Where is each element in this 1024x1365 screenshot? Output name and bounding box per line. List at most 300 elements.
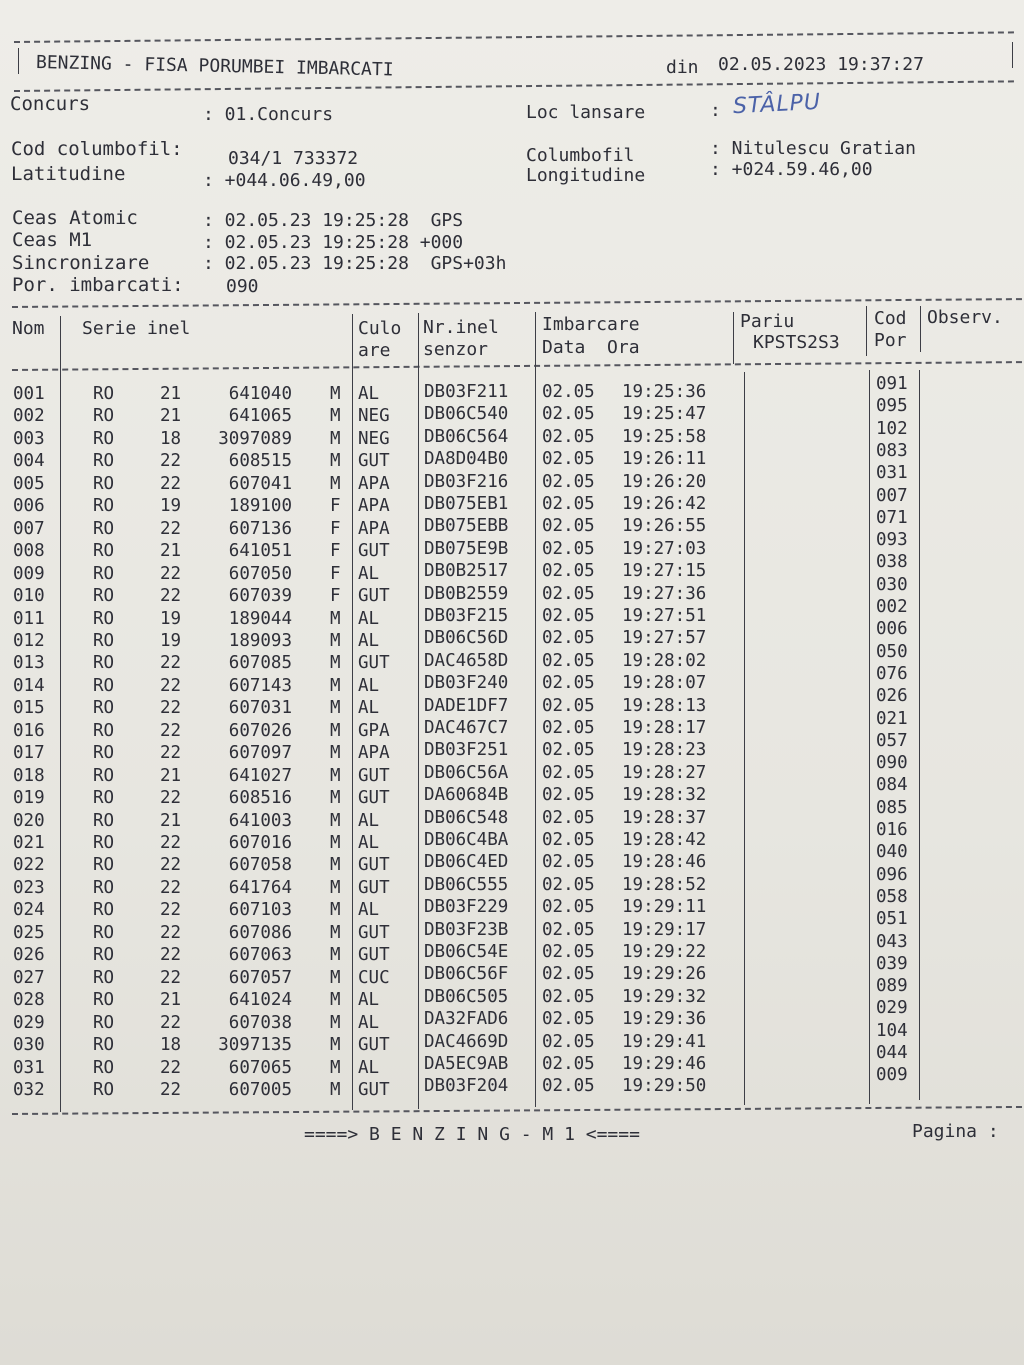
row-ring-number: 607041 (228, 473, 292, 494)
row-ring-number: 607143 (228, 675, 292, 696)
row-cod: 031 (876, 463, 908, 484)
row-sensor: DA5EC9AB (424, 1054, 509, 1074)
row-sensor: DB075EBB (424, 516, 509, 537)
row-sex: M (330, 698, 341, 719)
row-time: 19:29:26 (622, 964, 707, 985)
row-country: RO (93, 1057, 115, 1078)
concurs-label: Concurs (10, 93, 91, 115)
row-sex: M (330, 1079, 341, 1100)
row-sex: M (330, 1035, 341, 1056)
row-date: 02.05 (542, 404, 595, 425)
row-time: 19:29:36 (622, 1009, 707, 1030)
row-nom: 009 (13, 563, 45, 584)
table-bottom-rule (12, 1106, 1022, 1115)
row-sex: M (330, 451, 341, 472)
row-cod: 026 (876, 686, 908, 707)
row-country: RO (93, 384, 115, 404)
col-senzor-1: Nr.inel (423, 317, 499, 338)
row-time: 19:27:03 (622, 538, 707, 559)
row-country: RO (93, 675, 115, 696)
table-row (0, 530, 1024, 562)
row-sex: F (330, 518, 341, 539)
row-year: 21 (160, 541, 182, 562)
row-country: RO (93, 900, 115, 921)
row-cod: 076 (876, 663, 908, 684)
row-sex: M (330, 428, 341, 449)
row-time: 19:28:17 (622, 718, 707, 738)
row-sensor: DB06C56A (424, 762, 509, 783)
row-ring-number: 3097135 (218, 1035, 292, 1056)
row-ring-number: 607038 (228, 1012, 292, 1033)
col-culoare-2: are (358, 340, 391, 361)
table-row (0, 619, 1024, 652)
row-cod: 038 (876, 552, 908, 573)
row-sex: M (330, 945, 341, 966)
row-sensor: DB03F211 (424, 382, 509, 402)
row-cod: 040 (876, 842, 908, 863)
row-sex: M (330, 810, 341, 831)
row-date: 02.05 (542, 1054, 595, 1074)
row-sensor: DB03F240 (424, 673, 509, 694)
table-row (0, 641, 1024, 674)
row-nom: 005 (13, 473, 45, 494)
row-year: 18 (160, 1035, 182, 1056)
row-color: GUT (358, 653, 390, 674)
row-time: 19:28:27 (622, 762, 707, 783)
table-row (0, 374, 1024, 405)
row-ring-number: 641024 (228, 990, 292, 1011)
row-year: 21 (160, 384, 182, 404)
row-cod: 071 (876, 507, 908, 528)
row-ring-number: 641065 (228, 406, 292, 427)
row-year: 21 (160, 765, 182, 786)
row-nom: 021 (13, 833, 45, 853)
row-year: 22 (160, 967, 182, 988)
row-cod: 104 (876, 1020, 908, 1041)
row-ring-number: 607057 (228, 967, 292, 988)
row-color: AL (358, 810, 380, 831)
row-ring-number: 641003 (228, 810, 292, 831)
row-year: 22 (160, 586, 182, 607)
row-cod: 057 (876, 730, 908, 751)
row-nom: 025 (13, 922, 45, 943)
row-year: 18 (160, 428, 182, 449)
row-date: 02.05 (542, 673, 595, 694)
row-ring-number: 641051 (228, 541, 292, 562)
row-sensor: DB0B2559 (424, 583, 509, 604)
row-nom: 028 (13, 990, 45, 1011)
row-country: RO (93, 563, 115, 584)
row-nom: 003 (13, 428, 45, 449)
row-cod: 043 (876, 931, 908, 952)
row-country: RO (93, 810, 115, 831)
row-sensor: DB06C56F (424, 964, 509, 985)
row-sensor: DB06C548 (424, 807, 509, 828)
row-nom: 027 (13, 967, 45, 988)
row-sensor: DB03F251 (424, 740, 509, 761)
page-label: Pagina : (912, 1121, 999, 1142)
row-time: 19:26:55 (622, 516, 707, 537)
por-label: Por. imbarcati: (12, 274, 184, 296)
row-nom: 030 (13, 1035, 45, 1056)
col-nom: Nom (12, 318, 45, 339)
row-ring-number: 607086 (228, 922, 292, 943)
row-nom: 016 (13, 720, 45, 741)
row-ring-number: 607085 (228, 653, 292, 674)
row-color: APA (358, 496, 390, 517)
row-color: APA (358, 743, 390, 764)
row-year: 22 (160, 698, 182, 719)
row-sensor: DB03F229 (424, 897, 509, 918)
row-nom: 019 (13, 788, 45, 809)
row-year: 22 (160, 675, 182, 696)
row-year: 22 (160, 473, 182, 494)
row-ring-number: 607026 (228, 720, 292, 741)
row-sex: M (330, 384, 341, 404)
row-date: 02.05 (542, 718, 595, 738)
row-sex: M (330, 406, 341, 427)
row-sex: F (330, 563, 341, 584)
row-sensor: DADE1DF7 (424, 695, 509, 716)
row-color: NEG (358, 406, 390, 427)
row-color: GUT (358, 1035, 390, 1056)
row-color: GUT (358, 541, 390, 562)
row-nom: 017 (13, 743, 45, 764)
row-year: 22 (160, 945, 182, 966)
row-ring-number: 641027 (228, 765, 292, 786)
row-sex: F (330, 586, 341, 607)
row-date: 02.05 (542, 494, 595, 514)
row-date: 02.05 (542, 606, 595, 626)
row-date: 02.05 (542, 426, 595, 447)
table-top-rule (12, 298, 1022, 308)
row-cod: 030 (876, 574, 908, 595)
row-date: 02.05 (542, 583, 595, 604)
longitude-value: : +024.59.46,00 (710, 159, 873, 180)
concurs-value: : 01.Concurs (203, 104, 334, 125)
row-sex: M (330, 855, 341, 876)
row-nom: 022 (13, 855, 45, 876)
row-time: 19:25:58 (622, 426, 707, 447)
row-country: RO (93, 518, 115, 539)
row-sex: M (330, 922, 341, 943)
row-nom: 006 (13, 496, 45, 517)
row-nom: 004 (13, 451, 45, 472)
row-ring-number: 607005 (228, 1079, 292, 1100)
row-time: 19:26:42 (622, 494, 707, 514)
row-date: 02.05 (542, 471, 595, 492)
row-cod: 085 (876, 797, 908, 818)
row-color: AL (358, 630, 380, 651)
row-sensor: DB075E9B (424, 538, 509, 559)
row-nom: 020 (13, 810, 45, 831)
row-time: 19:29:41 (622, 1031, 707, 1052)
row-nom: 031 (13, 1057, 45, 1078)
row-time: 19:25:47 (622, 404, 707, 425)
row-color: GUT (358, 922, 390, 943)
row-sensor: DA32FAD6 (424, 1009, 509, 1030)
row-sensor: DAC4669D (424, 1031, 509, 1052)
row-year: 21 (160, 406, 182, 427)
row-color: AL (358, 1057, 380, 1078)
row-date: 02.05 (542, 516, 595, 537)
row-country: RO (93, 833, 115, 853)
row-year: 19 (160, 630, 182, 651)
row-nom: 008 (13, 541, 45, 562)
row-color: AL (358, 698, 380, 719)
row-year: 22 (160, 833, 182, 853)
row-sex: M (330, 765, 341, 786)
row-date: 02.05 (542, 986, 595, 1007)
table-row (0, 574, 1024, 607)
row-nom: 024 (13, 900, 45, 921)
row-sensor: DB06C564 (424, 426, 509, 447)
por-value: 090 (226, 276, 259, 297)
row-color: APA (358, 473, 390, 494)
col-senzor-2: senzor (423, 339, 489, 360)
row-sensor: DB06C54E (424, 942, 509, 962)
col-culoare-1: Culo (358, 318, 402, 339)
row-date: 02.05 (542, 628, 595, 649)
row-time: 19:28:13 (622, 695, 707, 716)
row-cod: 089 (876, 976, 908, 997)
row-sex: M (330, 1057, 341, 1078)
row-ring-number: 3097089 (218, 428, 292, 449)
row-time: 19:28:52 (622, 874, 707, 895)
row-country: RO (93, 653, 115, 674)
row-country: RO (93, 788, 115, 809)
row-cod: 016 (876, 820, 908, 840)
row-date: 02.05 (542, 785, 595, 806)
row-color: GUT (358, 1079, 390, 1100)
row-time: 19:28:07 (622, 673, 707, 694)
table-row (0, 507, 1024, 540)
row-cod: 044 (876, 1043, 908, 1063)
row-cod: 083 (876, 440, 908, 461)
row-year: 22 (160, 855, 182, 876)
footer-banner: ====> B E N Z I N G - M 1 <==== (304, 1124, 640, 1145)
row-sensor: DB06C56D (424, 628, 509, 649)
row-time: 19:27:15 (622, 561, 707, 582)
title-left-bar (18, 48, 19, 74)
row-color: NEG (358, 428, 390, 449)
row-date: 02.05 (542, 807, 595, 828)
row-sex: M (330, 900, 341, 921)
row-sex: M (330, 675, 341, 696)
row-date: 02.05 (542, 1031, 595, 1052)
ceas-atomic-value: : 02.05.23 19:25:28 GPS (203, 210, 464, 231)
row-year: 21 (160, 810, 182, 831)
row-color: GUT (358, 877, 390, 898)
ceas-m1-label: Ceas M1 (12, 229, 93, 251)
row-time: 19:28:46 (622, 852, 707, 873)
row-date: 02.05 (542, 919, 595, 940)
row-ring-number: 607058 (228, 855, 292, 876)
row-time: 19:28:37 (622, 807, 707, 828)
row-sex: M (330, 833, 341, 853)
ceas-atomic-label: Ceas Atomic (12, 207, 138, 229)
table-row (0, 597, 1024, 630)
row-sex: F (330, 541, 341, 562)
row-color: APA (358, 518, 390, 539)
date-label: din (666, 57, 699, 78)
row-color: GUT (358, 945, 390, 966)
report-date: 02.05.2023 19:37:27 (718, 54, 924, 75)
row-year: 22 (160, 877, 182, 898)
table-row (0, 440, 1024, 472)
row-color: AL (358, 675, 380, 696)
cod-value: 034/1 733372 (228, 148, 359, 169)
row-time: 19:26:20 (622, 471, 707, 492)
row-cod: 058 (876, 886, 908, 907)
row-country: RO (93, 765, 115, 786)
row-nom: 012 (13, 630, 45, 651)
row-sensor: DB03F204 (424, 1076, 509, 1097)
row-sensor: DA8D04B0 (424, 449, 509, 470)
row-country: RO (93, 496, 115, 517)
row-cod: 006 (876, 619, 908, 640)
row-time: 19:27:51 (622, 606, 707, 626)
row-ring-number: 607065 (228, 1057, 292, 1078)
row-color: GUT (358, 765, 390, 786)
row-time: 19:29:11 (622, 897, 707, 918)
row-color: AL (358, 1012, 380, 1033)
row-sex: M (330, 788, 341, 809)
row-color: AL (358, 900, 380, 921)
row-year: 22 (160, 743, 182, 764)
title-right-bar (1012, 42, 1013, 68)
row-time: 19:29:46 (622, 1054, 707, 1074)
loc-handwritten-value: STÂLPU (732, 89, 822, 120)
row-country: RO (93, 720, 115, 741)
row-time: 19:28:23 (622, 740, 707, 761)
row-ring-number: 189100 (228, 496, 292, 517)
row-sex: M (330, 653, 341, 674)
row-sensor: DB06C540 (424, 404, 509, 425)
row-date: 02.05 (542, 964, 595, 985)
row-sensor: DB03F23B (424, 919, 509, 940)
row-country: RO (93, 990, 115, 1011)
row-country: RO (93, 406, 115, 427)
row-time: 19:27:36 (622, 583, 707, 604)
row-date: 02.05 (542, 1076, 595, 1097)
row-sensor: DB03F215 (424, 606, 509, 626)
row-year: 19 (160, 608, 182, 629)
columbofil-value: : Nitulescu Gratian (710, 138, 916, 159)
row-date: 02.05 (542, 561, 595, 582)
row-sensor: DB06C4ED (424, 852, 509, 873)
row-year: 22 (160, 518, 182, 539)
row-ring-number: 607050 (228, 563, 292, 584)
row-year: 22 (160, 1079, 182, 1100)
row-nom: 001 (13, 384, 45, 404)
row-nom: 018 (13, 765, 45, 786)
row-sex: M (330, 743, 341, 764)
row-nom: 032 (13, 1079, 45, 1100)
row-year: 22 (160, 1012, 182, 1033)
row-ring-number: 607136 (228, 518, 292, 539)
row-date: 02.05 (542, 762, 595, 783)
row-sensor: DB03F216 (424, 471, 509, 492)
table-row (0, 396, 1024, 427)
loc-colon: : (710, 100, 721, 121)
row-nom: 015 (13, 698, 45, 719)
table-row (0, 686, 1024, 719)
row-color: GPA (358, 720, 390, 741)
row-ring-number: 607016 (228, 833, 292, 853)
sync-value: : 02.05.23 19:25:28 GPS+03h (203, 253, 507, 274)
row-cod: 021 (876, 708, 908, 729)
row-sex: M (330, 967, 341, 988)
top-border (14, 31, 1014, 43)
col-observ: Observ. (927, 307, 1003, 328)
table-row (0, 552, 1024, 585)
row-year: 22 (160, 451, 182, 472)
row-color: AL (358, 833, 380, 853)
row-cod: 095 (876, 396, 908, 417)
row-cod: 029 (876, 998, 908, 1019)
row-country: RO (93, 630, 115, 651)
row-color: CUC (358, 967, 390, 988)
row-ring-number: 607063 (228, 945, 292, 966)
row-ring-number: 607031 (228, 698, 292, 719)
latitude-label: Latitudine (11, 163, 126, 185)
row-nom: 029 (13, 1012, 45, 1033)
row-time: 19:29:32 (622, 986, 707, 1007)
row-date: 02.05 (542, 852, 595, 873)
row-time: 19:28:32 (622, 785, 707, 806)
col-serie: Serie inel (82, 318, 191, 339)
row-cod: 090 (876, 753, 908, 774)
row-color: GUT (358, 451, 390, 472)
row-nom: 010 (13, 586, 45, 607)
cod-label: Cod columbofil: (11, 138, 183, 160)
row-ring-number: 189093 (228, 630, 292, 651)
row-nom: 002 (13, 406, 45, 427)
row-year: 21 (160, 990, 182, 1011)
row-year: 22 (160, 720, 182, 741)
row-cod: 093 (876, 530, 908, 551)
row-sex: M (330, 1012, 341, 1033)
row-color: AL (358, 608, 380, 629)
row-date: 02.05 (542, 382, 595, 402)
row-time: 19:27:57 (622, 628, 707, 649)
row-date: 02.05 (542, 897, 595, 918)
row-cod: 084 (876, 775, 908, 796)
row-ring-number: 641764 (228, 877, 292, 898)
report-title: BENZING - FISA PORUMBEI IMBARCATI (35, 52, 394, 81)
row-cod: 050 (876, 641, 908, 662)
row-date: 02.05 (542, 650, 595, 671)
row-color: AL (358, 563, 380, 584)
row-ring-number: 607039 (228, 586, 292, 607)
row-date: 02.05 (542, 1009, 595, 1030)
table-header-rule (12, 361, 1022, 371)
row-color: GUT (358, 855, 390, 876)
longitude-label: Longitudine (526, 165, 646, 186)
row-cod: 091 (876, 374, 908, 394)
row-cod: 096 (876, 864, 908, 885)
row-ring-number: 607097 (228, 743, 292, 764)
row-date: 02.05 (542, 830, 595, 850)
row-color: GUT (358, 788, 390, 809)
row-nom: 023 (13, 877, 45, 898)
row-cod: 039 (876, 953, 908, 974)
row-nom: 011 (13, 608, 45, 629)
row-sex: M (330, 877, 341, 898)
row-country: RO (93, 451, 115, 472)
row-country: RO (93, 541, 115, 562)
